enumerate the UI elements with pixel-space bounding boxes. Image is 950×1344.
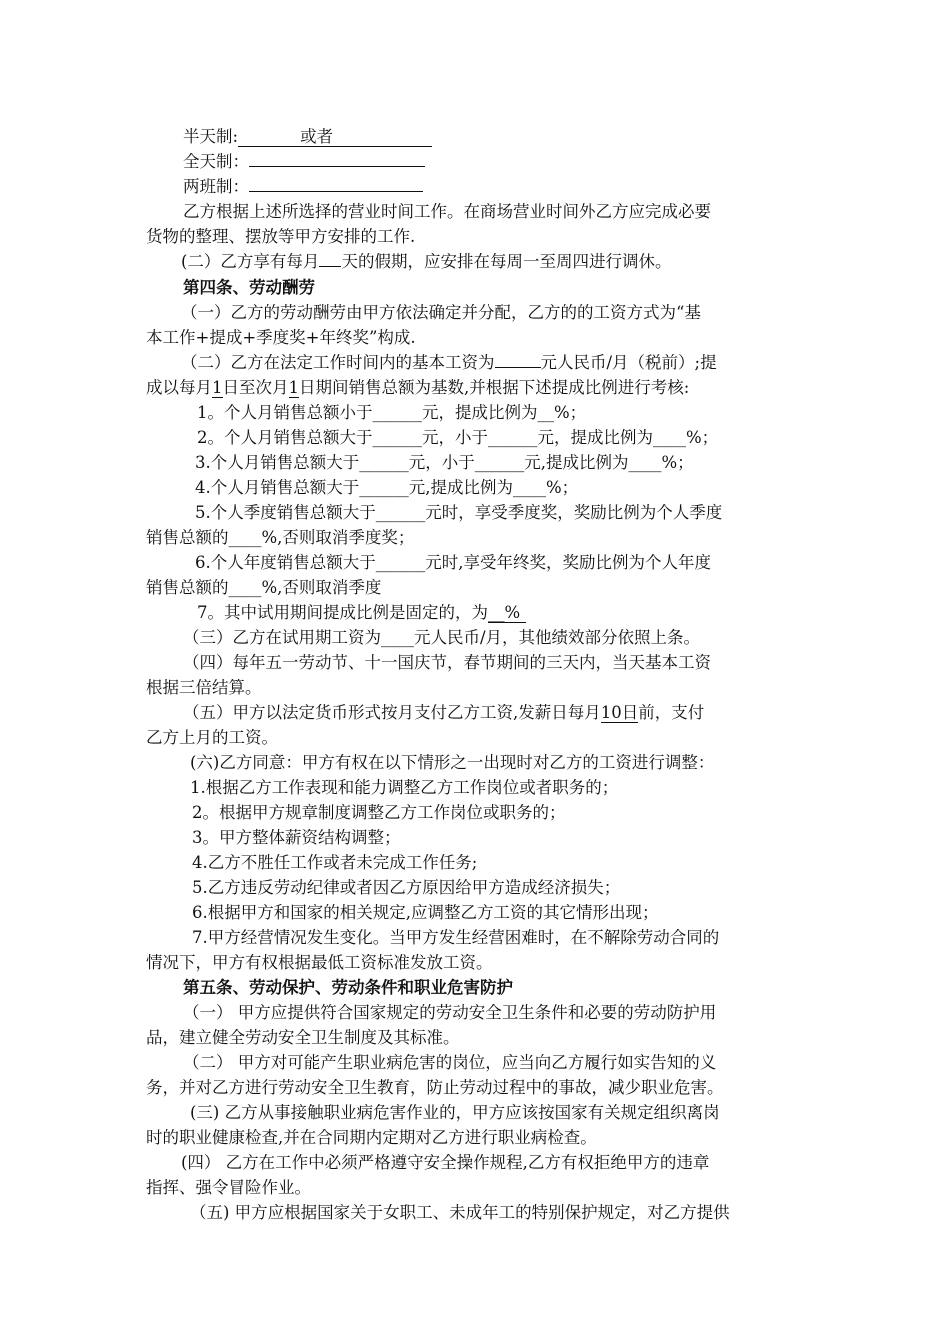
two-shift-blank <box>249 191 423 192</box>
half-day-line: 半天制: 或者 <box>183 124 432 149</box>
list-item-cont: 销售总额的____%,否则取消季度奖； <box>146 528 415 547</box>
list-item: 4.乙方不胜任工作或者未完成工作任务; <box>192 853 478 872</box>
full-day-blank <box>249 166 425 167</box>
full-day-line: 全天制： <box>183 149 425 174</box>
list-item: 4.个人月销售总额大于______元,提成比例为____%； <box>195 478 579 497</box>
paragraph-line: 时的职业健康检查,并在合同期内定期对乙方进行职业病检查。 <box>146 1128 597 1147</box>
paragraph-line: （五）甲方以法定货币形式按月支付乙方工资,发薪日每月10日前，支付 <box>183 703 705 722</box>
section-heading: 第四条、劳动酬劳 <box>183 278 315 297</box>
fill-blank <box>319 266 341 267</box>
paragraph-line: (三) 乙方从事接触职业病危害作业的，甲方应该按国家有关规定组织离岗 <box>190 1103 720 1122</box>
list-item: 1。个人月销售总额小于______元，提成比例为__%； <box>197 403 587 422</box>
paragraph-line: 货物的整理、摆放等甲方安排的工作. <box>146 227 416 246</box>
list-item-cont: 情况下，甲方有权根据最低工资标准发放工资。 <box>146 953 493 972</box>
paragraph-line: 务，并对乙方进行劳动安全卫生教育，防止劳动过程中的事故，减少职业危害。 <box>146 1078 724 1097</box>
list-item: 2。个人月销售总额大于______元，小于______元，提成比例为____%； <box>197 428 719 447</box>
paragraph-line: 乙方上月的工资。 <box>146 728 278 747</box>
half-day-blank: 或者 <box>238 128 432 147</box>
paragraph-line: （二） 甲方对可能产生职业病危害的岗位，应当向乙方履行如实告知的义 <box>183 1053 717 1072</box>
paragraph-line: 本工作+提成+季度奖+年终奖”构成. <box>146 328 416 347</box>
paragraph-line: （一）乙方的劳动酬劳由甲方依法确定并分配，乙方的的工资方式为“基 <box>181 303 701 322</box>
paragraph-line: (二）乙方享有每月 天的假期，应安排在每周一至周四进行调休。 <box>181 252 672 271</box>
list-item: 6.个人年度销售总额大于______元时,享受年终奖，奖励比例为个人年度 <box>195 553 711 572</box>
list-item: 7。其中试用期间提成比例是固定的，为__% <box>197 600 526 625</box>
list-item: 2。根据甲方规章制度调整乙方工作岗位或职务的； <box>192 803 566 822</box>
paragraph-line: 指挥、强令冒险作业。 <box>146 1178 311 1197</box>
section-heading: 第五条、劳动保护、劳动条件和职业危害防护 <box>183 978 513 997</box>
list-item: 7.甲方经营情况发生变化。当甲方发生经营困难时，在不解除劳动合同的 <box>192 928 720 947</box>
paragraph-line: （四）每年五一劳动节、十一国庆节，春节期间的三天内，当天基本工资 <box>183 653 711 672</box>
paragraph-line: （三）乙方在试用期工资为____元人民币/月，其他绩效部分依照上条。 <box>183 628 701 647</box>
list-item-cont: 销售总额的____%,否则取消季度 <box>146 578 382 597</box>
fill-blank <box>495 367 541 368</box>
list-item: 3。甲方整体薪资结构调整； <box>192 828 401 847</box>
list-item: 5.个人季度销售总额大于______元时，享受季度奖，奖励比例为个人季度 <box>195 503 723 522</box>
paragraph-line: (六)乙方同意：甲方有权在以下情形之一出现时对乙方的工资进行调整： <box>190 753 715 772</box>
paragraph-line: （一） 甲方应提供符合国家规定的劳动安全卫生条件和必要的劳动防护用 <box>183 1003 717 1022</box>
paragraph-line: 成以每月1日至次月1日期间销售总额为基数,并根据下述提成比例进行考核: <box>146 378 690 397</box>
two-shift-line: 两班制： <box>183 174 423 199</box>
paragraph-line: （二）乙方在法定工作时间内的基本工资为 元人民币/月（税前）;提 <box>181 353 717 372</box>
list-item: 5.乙方违反劳动纪律或者因乙方原因给甲方造成经济损失； <box>192 878 621 897</box>
list-item: 1.根据乙方工作表现和能力调整乙方工作岗位或者职务的； <box>190 778 619 797</box>
paragraph-line: 品，建立健全劳动安全卫生制度及其标准。 <box>146 1028 460 1047</box>
paragraph-line: (四） 乙方在工作中必须严格遵守安全操作规程,乙方有权拒绝甲方的违章 <box>181 1153 710 1172</box>
paragraph-line: 根据三倍结算。 <box>146 678 262 697</box>
list-item: 6.根据甲方和国家的相关规定,应调整乙方工资的其它情形出现； <box>192 903 659 922</box>
list-item: 3.个人月销售总额大于______元，小于______元,提成比例为____%； <box>195 453 694 472</box>
paragraph-line: （五) 甲方应根据国家关于女职工、未成年工的特别保护规定，对乙方提供 <box>190 1203 730 1222</box>
paragraph-line: 乙方根据上述所选择的营业时间工作。在商场营业时间外乙方应完成必要 <box>183 202 711 221</box>
